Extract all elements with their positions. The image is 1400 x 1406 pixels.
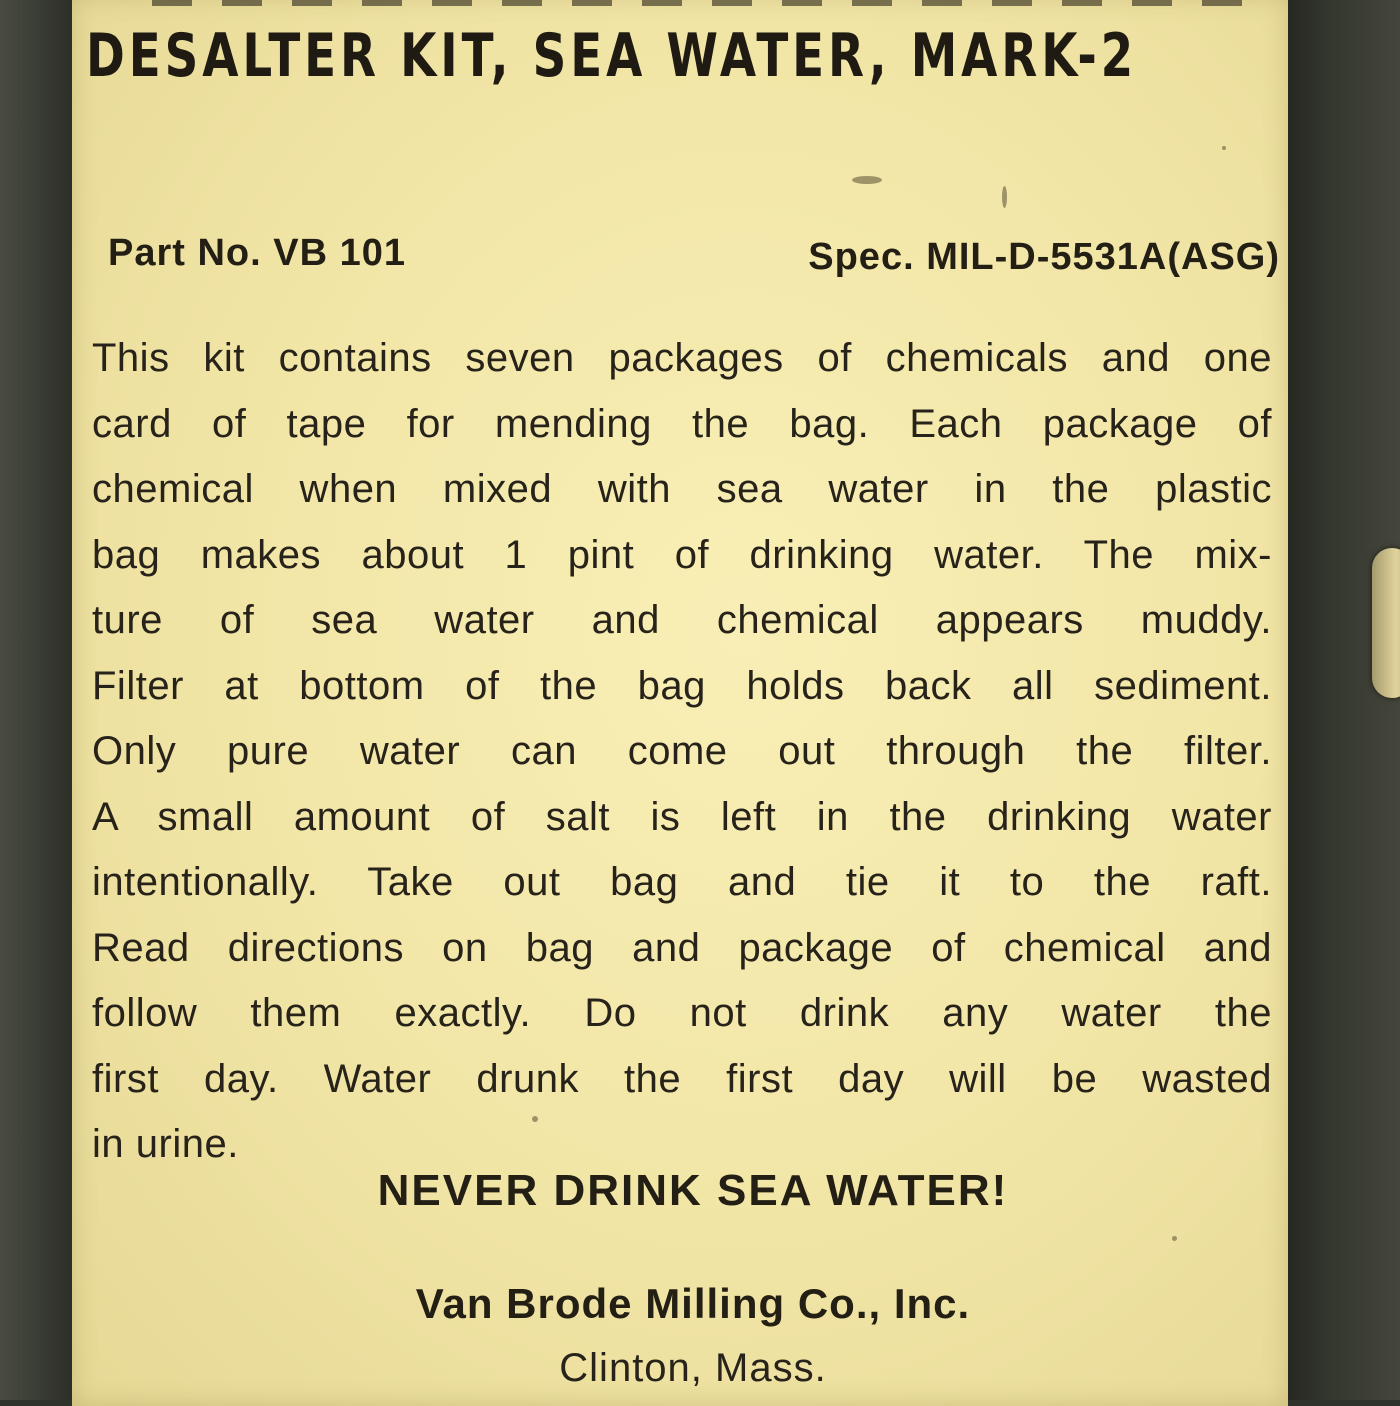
label-title: DESALTER KIT, SEA WATER, MARK-2 (86, 21, 1138, 91)
manufacturer-location: Clinton, Mass. (559, 1346, 827, 1390)
instructions-text (92, 328, 1272, 1180)
instructions-line: This kit contains seven packages of chemicals and one (92, 336, 1272, 380)
instructions-line: ture of sea water and chemical appears muddy. (92, 598, 1272, 642)
instructions-line: Filter at bottom of the bag holds back all sediment. (92, 663, 1272, 708)
warning-text: NEVER DRINK SEA WATER! (377, 1166, 1009, 1215)
case-right-edge (1282, 0, 1400, 1400)
top-print-remnant (152, 0, 1272, 6)
instructions-line: first day. Water drunk the first day will be wasted (92, 1056, 1272, 1101)
spec-number: Spec. MIL-D-5531A(ASG) (808, 236, 1280, 278)
instructions-line: chemical when mixed with sea water in the plastic (92, 467, 1272, 511)
paper-speck (1222, 146, 1226, 150)
instructions-line: in urine. (92, 1122, 239, 1166)
instructions-line: A small amount of salt is left in the drinking water (92, 794, 1272, 839)
instructions-line: intentionally. Take out bag and tie it to the raft. (92, 860, 1272, 904)
paper-speck (852, 176, 882, 184)
case-clasp (1372, 548, 1400, 698)
paper-speck (532, 1116, 538, 1122)
manufacturer-name: Van Brode Milling Co., Inc. (415, 1280, 971, 1327)
part-number: Part No. VB 101 (108, 232, 406, 274)
case-left-edge (0, 0, 78, 1400)
instructions-line: Read directions on bag and package of chemical and (92, 925, 1272, 970)
instructions-line: card of tape for mending the bag. Each package of (92, 401, 1272, 446)
instructions-line: bag makes about 1 pint of drinking water. The mix- (92, 532, 1272, 577)
paper-speck (1002, 186, 1007, 208)
instructions-line: Only pure water can come out through the filter. (92, 729, 1272, 773)
paper-speck (1172, 1236, 1177, 1241)
instructions-line: follow them exactly. Do not drink any water the (92, 991, 1272, 1035)
kit-label (72, 0, 1288, 1406)
